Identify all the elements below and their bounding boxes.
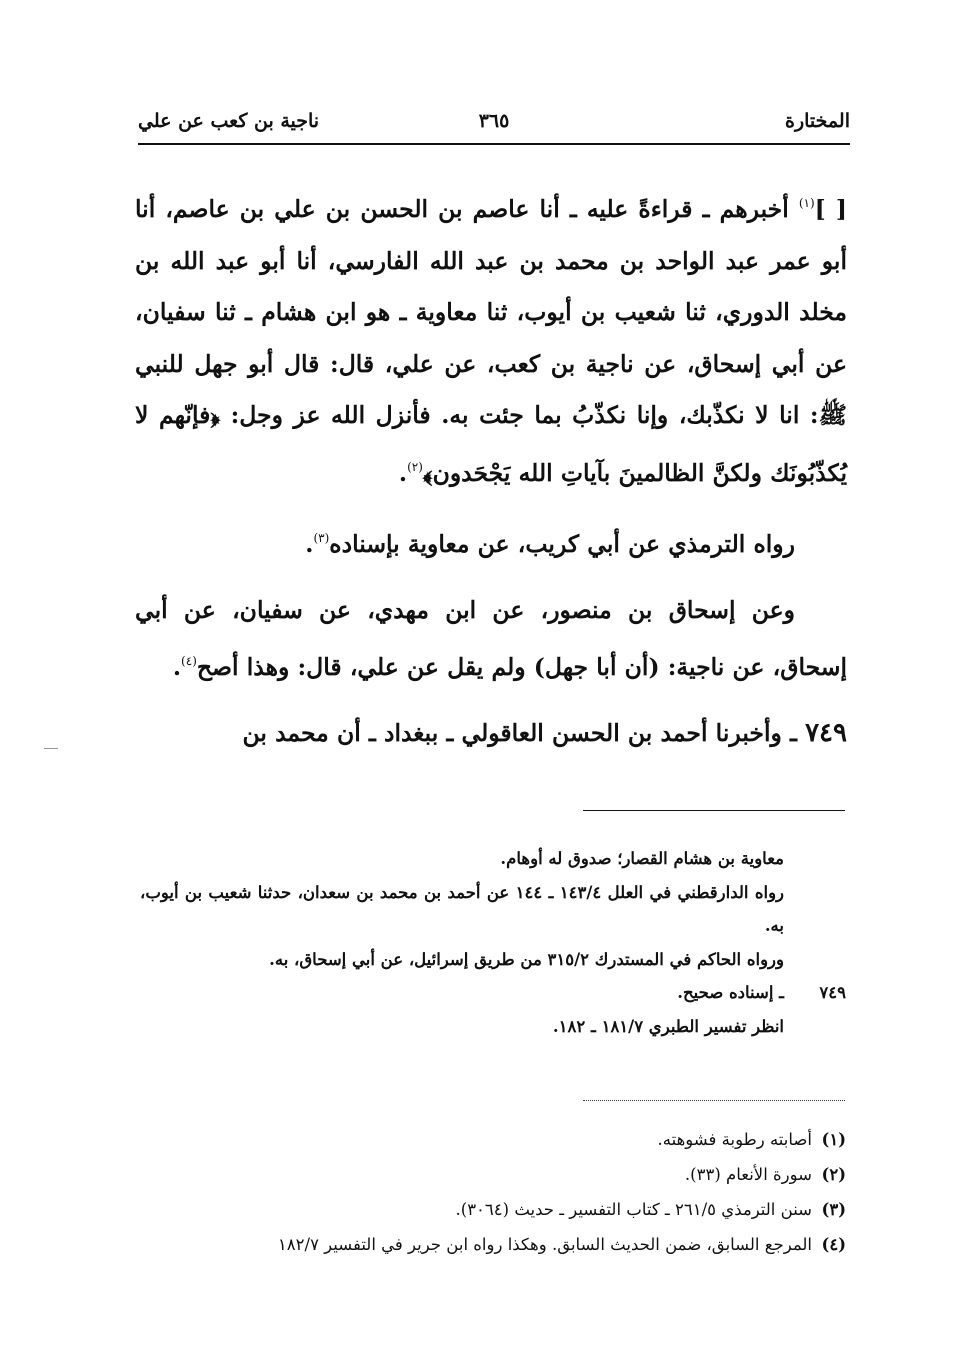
hadith-paragraph-749 — [135, 708, 847, 760]
footnote-ref-2: (٢) — [407, 459, 423, 474]
running-header — [138, 110, 850, 140]
header-chapter-title: ناجية بن كعب عن علي — [138, 110, 320, 132]
footnote-text: المرجع السابق، ضمن الحديث السابق. وهكذا رواه ابن جرير في التفسير ١٨٢/٧ — [277, 1235, 812, 1254]
header-page-number: ٣٦٥ — [478, 110, 510, 132]
hadith-number: ٧٤٩ — [805, 717, 847, 748]
footnote-item — [140, 1157, 846, 1192]
hadith-text-749: ـ وأخبرنا أحمد بن الحسن العاقولي ـ ببغداد ـ أن محمد بن — [242, 718, 806, 747]
footnote-ref-4: (٤) — [181, 654, 197, 668]
commentary-paragraph-2: وعن إسحاق بن منصور، عن ابن مهدي، عن سفيان، عن أبي إسحاق، عن ناجية: (أن أبا جهل) ولم يقل عن علي، قال: وهذا أصح$^{(٤)}$. — [135, 595, 847, 681]
hadith-text-1: أخبرهم ـ قراءةً عليه ـ أنا عاصم بن الحسن بن علي بن عاصم، أنا أبو عمر عبد الواحد بن محمد بن عبد الله الفارسي، أنا أبو عبد الله بن مخلد الدوري، ثنا شعيب بن أيوب، ثنا معاوية ـ هو ابن هشام ـ ثنا سفيان، عن أبي إسحاق، عن ناجية بن كعب، عن علي، قال: قال أبو جهل للنبي ﷺ: انا لا نكذّبك، وإنا نكذّبُ بما جئت به. فأنزل الله عز وجل: ﴿فإنّهم لا يُكذّبُونَك ولكنَّ الظالمينَ بآياتِ الله يَجْحَدون﴾ — [135, 195, 847, 487]
main-text — [135, 178, 847, 759]
footnotes — [140, 1122, 846, 1262]
note-line: انظر تفسير الطبري ١٨١/٧ ـ ١٨٢. — [552, 1016, 784, 1036]
footnote-text: سورة الأنعام (٣٣). — [684, 1165, 812, 1184]
footnote-item — [140, 1192, 846, 1227]
footnote-number: (٤) — [821, 1235, 846, 1254]
footnote-number: (٣) — [821, 1200, 846, 1219]
note-line: رواه الدارقطني في العلل ١٤٣/٤ ـ ١٤٤ عن أحمد بن محمد بن سعدان، حدثنا شعيب بن أيوب، به. — [140, 882, 785, 935]
footnotes-separator — [583, 1100, 845, 1101]
footnote-ref-1: (١) — [798, 196, 815, 210]
note-item — [140, 976, 846, 1010]
footnote-item — [140, 1122, 846, 1157]
blank-bracket: [ ] — [814, 195, 848, 223]
note-item-number: ٧٤٩ — [819, 983, 846, 1002]
footnote-number: (٢) — [821, 1165, 846, 1184]
note-line: ورواه الحاكم في المستدرك ٣١٥/٢ من طريق إسرائيل، عن أبي إسحاق، به. — [269, 949, 784, 969]
hadith-paragraph-1: [ ]$^{(١)}$ أخبرهم ـ قراءةً عليه ـ أنا عاصم بن الحسن بن علي بن عاصم، أنا أبو عمر عبد الواحد بن محمد بن عبد الله الفارسي، أنا أبو عبد الله بن مخلد الدوري، ثنا شعيب بن أيوب، ثنا معاوية ـ هو ابن هشام ـ ثنا سفيان، عن أبي إسحاق، عن ناجية بن كعب، عن علي، قال: قال أبو جهل للنبي ﷺ: انا لا نكذّبك، وإنا نكذّبُ بما جئت به. فأنزل الله عز وجل: ﴿فإنّهم لا يُكذّبُونَك ولكنَّ الظالمينَ بآياتِ الله يَجْحَدون﴾$^{(٢)}$. — [135, 195, 848, 487]
footnote-number: (١) — [821, 1130, 846, 1149]
scan-edge-mark — [44, 748, 58, 749]
note-item-text: ـ إسناده صحيح. — [677, 983, 784, 1002]
footnote-item — [140, 1227, 846, 1262]
footnote-text: أصابته رطوبة فشوهته. — [657, 1130, 812, 1149]
footnote-ref-3: (٣) — [313, 531, 330, 545]
header-rule — [138, 143, 850, 145]
note-line: معاوية بن هشام القصار؛ صدوق له أوهام. — [500, 849, 784, 868]
commentary-text-1: رواه الترمذي عن أبي كريب، عن معاوية بإسناده — [329, 530, 795, 558]
notes-separator — [583, 810, 845, 811]
footnote-text: سنن الترمذي ٢٦١/٥ ـ كتاب التفسير ـ حديث (٣٠٦٤). — [455, 1200, 812, 1219]
header-book-title: المختارة — [785, 110, 850, 132]
commentary-paragraph-1: رواه الترمذي عن أبي كريب، عن معاوية بإسناده$^{(٣)}$. — [305, 530, 795, 558]
editor-notes — [140, 842, 846, 1043]
commentary-text-2: وعن إسحاق بن منصور، عن ابن مهدي، عن سفيان، عن أبي إسحاق، عن ناجية: (أن أبا جهل) ولم يقل عن علي، قال: وهذا أصح — [135, 595, 847, 681]
